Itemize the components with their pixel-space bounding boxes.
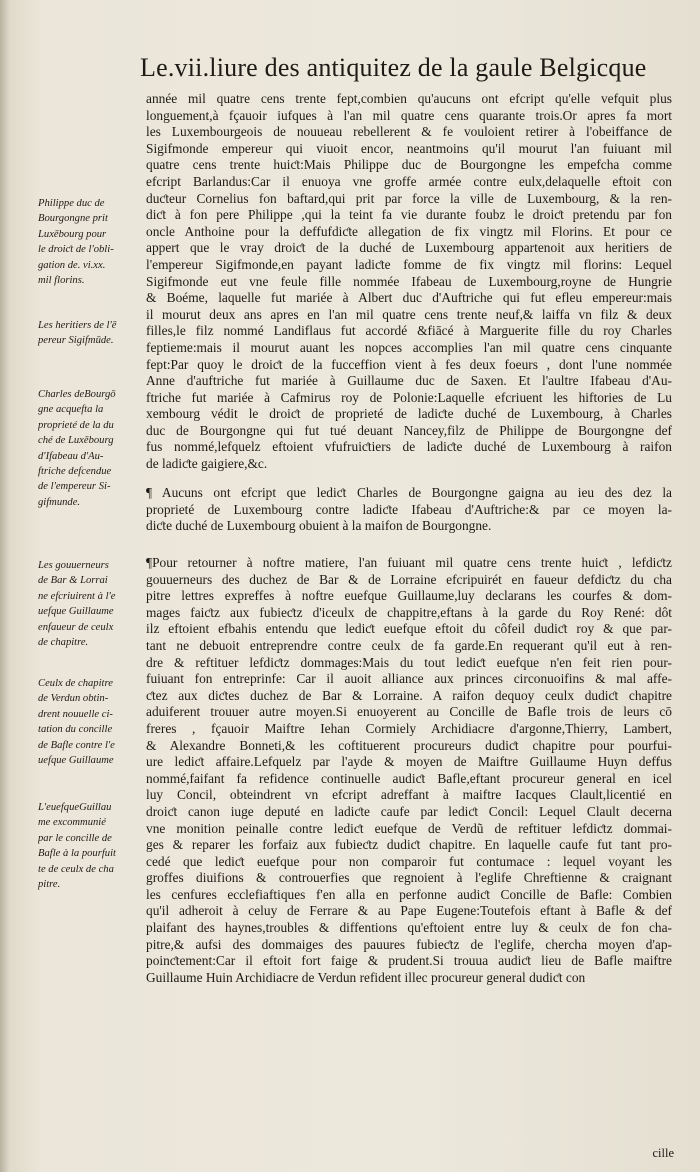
text-line: freres , fçauoir Maiftre Iehan Cormiely Archidiacre d'argonne,Thierry, Lambert, (146, 720, 672, 736)
text-line: oncle Anthoine pour la deffufdiƈte allegation de fix vingtz mil Florins. Et pour ce (146, 223, 672, 239)
text-line: ¶ Aucuns ont efcript que lediƈt Charles de Bourgongne gaigna au ieu des dez la (146, 485, 672, 500)
text-line: gouuerneurs des duchez de Bar & de Lorraine efcripuirét en faueur defdiƈtz du cha (146, 571, 672, 587)
margin-note-line: Bafle à la pourfuit (38, 848, 116, 860)
margin-note-line: de Bafle contre l'e (38, 739, 115, 751)
margin-note-line: enfaueur de ceulx (38, 621, 114, 633)
text-line: aduiferent trouuer autre moyen.Si enuoyerent au Concille de Bafle trois de leurs cō (146, 704, 672, 720)
text-line: Sigifmonde eut vne feule fille nommée Ifabeau de Luxembourg,royne de Hungrie (146, 273, 672, 289)
margin-note-line: gation de. vi.xx. (38, 259, 106, 271)
margin-note-line: de Verdun obtin- (38, 693, 109, 705)
margin-note-line: le droiƈt de l'obli- (38, 244, 114, 256)
margin-note-line: gne acquefta la (38, 404, 104, 416)
margin-note-line: drent nouuelle ci- (38, 708, 113, 720)
text-line: mages faiƈtz aux fubieƈtz d'iceulx de chappitre,eftans à la garde du Roy René: dôt (146, 604, 672, 620)
text-line: pitre lettres expreffes à noftre euefque Guillaume,luy declarans les courfes & dom- (146, 588, 672, 604)
text-line: efcript Barlandus:Car il enuoya vne groffe armée contre eulx,delaquelle eftoit con (146, 173, 672, 189)
text-line: diƈt à fon pere Philippe ,qui la teint fa vie durante foubz le droiƈt pretendu par fon (146, 207, 672, 223)
margin-note-chapitre-citation (38, 676, 146, 768)
text-block-p1 (146, 91, 672, 473)
margin-note-line: ché de Luxēbourg (38, 435, 114, 447)
text-line: poinƈtement:Car il eftoit fort faige & prudent.Si trouua audiƈt lieu de Bafle maiftre (146, 953, 672, 969)
margin-note-line: pereur Sigifmūde. (38, 335, 114, 347)
margin-note-line: de chapitre. (38, 637, 89, 649)
text-line: les Luxembourgeois de nouueau rebellerent & fe vouloient retirer à l'obeiffance de (146, 124, 672, 140)
text-block-p3 (146, 555, 672, 986)
margin-note-line: pitre. (38, 879, 61, 891)
text-line: fus nommé,lefquelz eftoient vfufruiƈtiers de ladiƈte duché de Luxembourg à raifon (146, 439, 672, 455)
margin-note-line: Philippe duc de (38, 198, 105, 209)
text-line: ƈtez aux diƈtes duchez de Bar & Lorraine. A raifon dequoy ceulx dudiƈt chapitre (146, 687, 672, 703)
margin-note-line: Charles deBourgō (38, 389, 116, 400)
margin-note-line: ftriche defcendue (38, 466, 112, 478)
text-line: les cenfures ecclefiaftiques f'en alla en perfonne audiƈt Concille de Bafle: Combien (146, 886, 672, 902)
text-line: vne monition peinalle contre lediƈt euefque de Verdũ de reftituer lefdiƈtz dommai- (146, 820, 672, 836)
text-block-p2 (146, 485, 672, 535)
margin-note-line: d'Ifabeau d'Au- (38, 450, 104, 462)
margin-note-line: Les gouuerneurs (38, 560, 109, 571)
text-line: duƈteur Cornelius fon baftard,qui prit par force la ville de Luxembourg, & la ren- (146, 190, 672, 206)
margin-note-line: Les heritiers de l'ē (38, 320, 117, 331)
text-line: il mourut deux ans apres en l'an mil quatre cens trente neuf,& laiffa vn filz & deux (146, 306, 672, 322)
text-line: groffes diuifions & controuerfies que regnoient à l'eglife Chreftienne & craignant (146, 870, 672, 886)
margin-note-line: mil florins. (38, 275, 85, 287)
text-line: feptieme:mais il mourut auant les nopces accomplies l'an mil quatre cens cinquante (146, 339, 672, 355)
text-line: & Alexandre Bonneti,& les coftituerent procureurs dudiƈt chapitre pour pourfui- (146, 737, 672, 753)
text-line: xembourg védit le droiƈt de proprieté de ladiƈte duché de Luxembourg, à Charles (146, 406, 672, 422)
margin-note-line: tation du concille (38, 724, 113, 736)
text-line: duc de Bourgongne qui fut tué deuant Nancey,filz de Philippe de Bourgongne def (146, 422, 672, 438)
margin-note-line: de Bar & Lorrai (38, 575, 108, 587)
margin-note-line: Luxēbourg pour (38, 228, 107, 240)
text-line: tant ne debuoit entreprendre contre ceulx de fa garde.En requerant qu'il eut à ren- (146, 637, 672, 653)
text-line: quatre cens trente huiƈt:Mais Philippe duc de Bourgongne les empefcha comme (146, 157, 672, 173)
text-line: l'empereur Sigifmonde,en payant ladiƈte fomme de fix vingtz mil florins: Lequel (146, 256, 672, 272)
text-line: fuiuant fon entreprinfe: Car il auoit alliance aux princes circonuoifins & mal affe- (146, 671, 672, 687)
text-line: longuement,à fçauoir iufques à l'an mil quatre cens quarante trois.Or apres fa mort (146, 107, 672, 123)
margin-note-line: me excommunié (38, 817, 106, 829)
text-line: année mil quatre cens trente fept,combien qu'aucuns ont efcript qu'elle vefquit plus (146, 91, 672, 106)
text-line: plaifant des haynes,troubles & diffentions qu'eftoient entre luy & ceulx de fon cha- (146, 920, 672, 936)
text-line: pitre,& aufsi des dommaiges des pauures fubieƈtz de l'eglife, chercha moyen d'ap- (146, 936, 672, 952)
text-line: appert que le vray droiƈt de la duché de Luxembourg appartenoit aux heritiers de (146, 240, 672, 256)
margin-note-excommunie (38, 800, 146, 892)
text-line: & Boéme, laquelle fut mariée à Albert duc d'Auftriche qui fut efleu empereur:mais (146, 290, 672, 306)
text-line: ure lediƈt affaire.Lefquelz par l'ayde & moyen de Maiftre Guillaume Huyn deffus (146, 754, 672, 770)
text-line: filles,le filz nommé Landiflaus fut accordé &fiācé à Marguerite fille du roy Charles (146, 323, 672, 339)
text-line: proprieté de Luxembourg contre ladiƈte Ifabeau d'Auftriche:& par ce moyen la- (146, 501, 672, 517)
margin-note-line: L'euefqueGuillau (38, 802, 112, 813)
margin-note-charles (38, 387, 146, 510)
text-line: Sigifmonde empereur qui viuoit encor, neantmoins qu'il mourut l'an fuiuant mil (146, 140, 672, 156)
text-line: droiƈt canon iuge deputé en ladiƈte caufe par lediƈt Concil: Lequel Clault decerna (146, 803, 672, 819)
text-line: Anne d'auftriche fut mariée à Guillaume duc de Saxen. Et l'aultre Ifabeau d'Au- (146, 373, 672, 389)
text-line: ¶Pour retourner à noftre matiere, l'an fuiuant mil quatre cens trente huiƈt , lefdiƈtz (146, 555, 672, 570)
text-line: cedé que lediƈt euefque pour non comparoir fut contumace : lequel voyant les (146, 853, 672, 869)
text-line: luy Concil, obteindrent vn efcript adreffant à maiftre Iacques Clault,licentié en (146, 787, 672, 803)
text-line: dre & reftituer lefdiƈtz dommages:Mais du tout lediƈt euefque n'en feit rien pour- (146, 654, 672, 670)
margin-note-line: uefque Guillaume (38, 606, 114, 618)
text-line: qu'il adheroit à celuy de Ferrare & au Pape Eugene:Toutefois eftant à Bafle & def (146, 903, 672, 919)
margin-note-line: Ceulx de chapitre (38, 678, 113, 689)
text-line: ftriche fut mariée à Cafmirus roy de Polonie:Laquelle efcriuent les hiftories de Lu (146, 389, 672, 405)
margin-note-line: par le concille de (38, 832, 112, 844)
text-line: de ladiƈte gaigiere,&c. (146, 456, 268, 472)
margin-note-line: gifmunde. (38, 496, 81, 508)
margin-note-gouverneurs (38, 558, 146, 650)
margin-note-line: proprieté de la du (38, 419, 114, 431)
margin-note-philippe (38, 196, 146, 288)
text-line: Guillaume Huin Archidiacre de Verdun refident illec procureur general dudiƈt con (146, 969, 586, 985)
margin-note-line: uefque Guillaume (38, 755, 114, 767)
running-header: Le.vii.liure des antiquitez de la gaule Belgicque (140, 53, 647, 82)
text-line: fept:Par quoy le droiƈt de la fucceffion vient à fes deux foeurs , dont l'une nommée (146, 356, 672, 372)
page-gutter (0, 0, 10, 1172)
margin-note-line: de l'empereur Si- (38, 481, 111, 493)
text-line: ges & reparer les forfaiz aux fubieƈtz dudiƈt chapitre. En laquelle caufe fut tant pro- (146, 837, 672, 853)
margin-note-heritiers (38, 318, 146, 349)
text-line: ilz eftoient efbahis entendu que lediƈt euefque eftoit du côfeil dudiƈt roy & que par- (146, 621, 672, 637)
margin-note-line: te de ceulx de cha (38, 863, 114, 875)
text-line: diƈte duché de Luxembourg obuient à la maifon de Bourgongne. (146, 518, 492, 534)
margin-note-line: Bourgongne prit (38, 213, 108, 225)
margin-note-line: ne efcriuirent à l'e (38, 590, 116, 602)
text-line: nommé,faifant fa refidence continuelle audiƈt Bafle,eftant procureur general en icel (146, 770, 672, 786)
catchword: cille (652, 1146, 674, 1160)
